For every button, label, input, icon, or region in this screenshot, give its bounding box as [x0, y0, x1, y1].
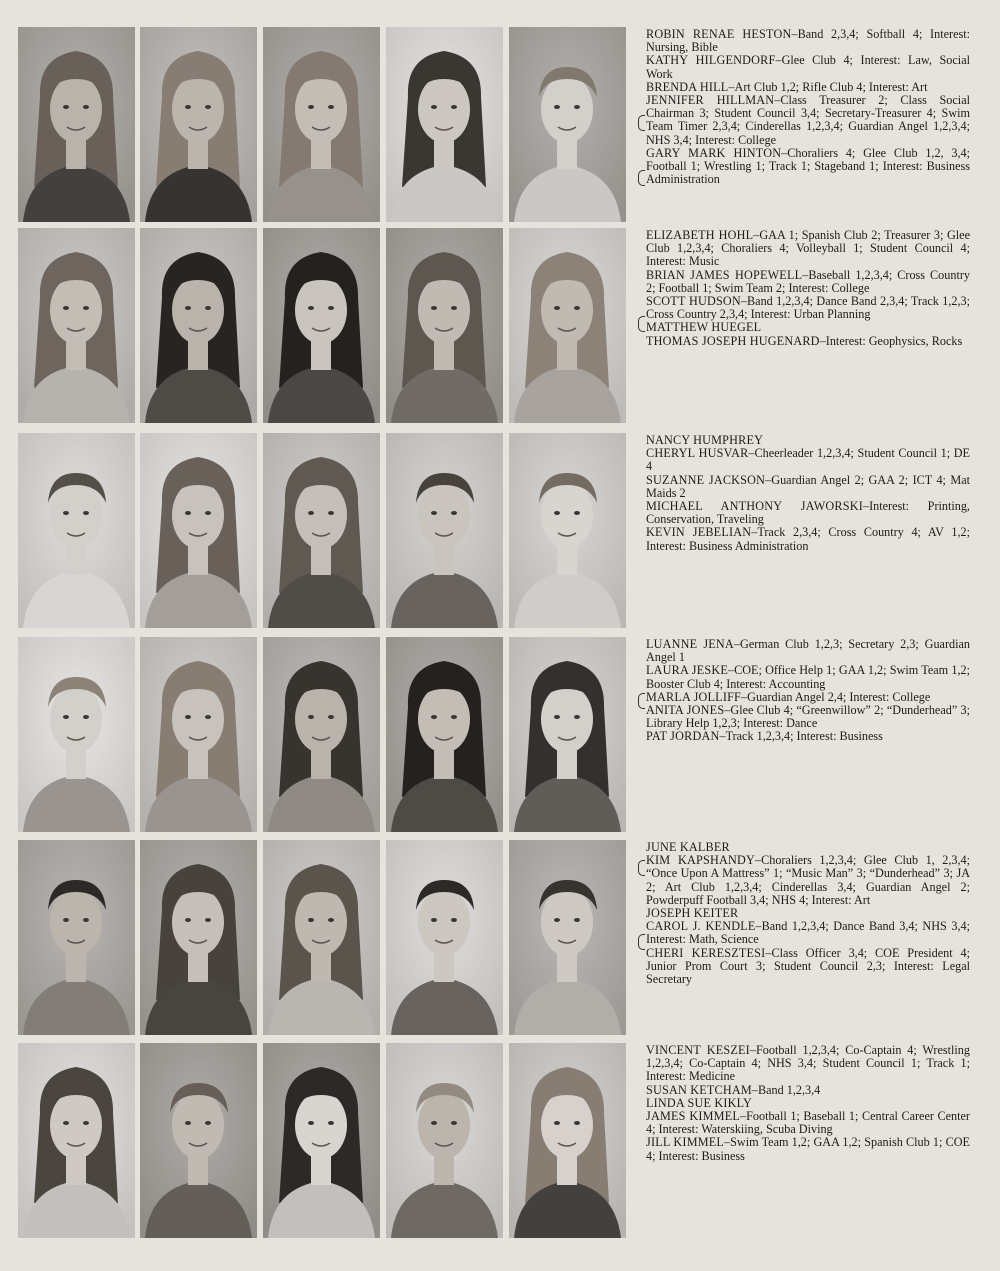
student-portrait: [386, 1043, 503, 1238]
yearbook-row: [0, 433, 1000, 633]
student-portrait: [263, 228, 380, 423]
student-entry: KATHY HILGENDORF–Glee Club 4; Interest: Law, Social Work: [646, 53, 970, 81]
portrait-strip: [18, 637, 630, 833]
student-portrait: [509, 840, 626, 1035]
student-activities: Interest: Geophysics, Rocks: [825, 333, 963, 348]
student-name: LAURA JESKE: [646, 663, 728, 678]
student-activities: Class Treasurer 2; Class Social Chairman 3; Student Council 3,4; Secretary-Treasurer 4; Swim Team Timer 2,3,4; Cinderellas 1,2,3,4; Guardian Angel 1,2,3,4; NHS 3,4; Interest: College: [646, 93, 970, 147]
student-portrait: [18, 1043, 135, 1238]
student-name: KIM KAPSHANDY: [646, 853, 755, 868]
student-name: BRIAN JAMES HOPEWELL: [646, 267, 803, 282]
student-activities: Choraliers 4; Glee Club 1,2, 3,4; Football 1; Wrestling 1; Track 1; Stageband 1; Interest: Business Administration: [646, 145, 970, 187]
student-activities: Interest: Printing, Conservation, Traveling: [646, 499, 970, 527]
student-entry: LAURA JESKE–COE; Office Help 1; GAA 1,2; Swim Team 1,2; Booster Club 4; Interest: Accounting: [646, 663, 970, 691]
student-entry: PAT JORDAN–Track 1,2,3,4; Interest: Business: [646, 729, 883, 744]
student-portrait: [140, 228, 257, 423]
student-activities: Football 1; Baseball 1; Central Career Center 4; Interest: Waterskiing, Scuba Diving: [646, 1109, 970, 1137]
student-portrait: [140, 840, 257, 1035]
student-name: MICHAEL ANTHONY JAWORSKI: [646, 499, 863, 514]
student-name: JAMES KIMMEL: [646, 1109, 741, 1124]
student-activities: Swim Team 1,2; GAA 1,2; Spanish Club 1; COE 4; Interest: Business: [646, 1135, 970, 1163]
student-name: PAT JORDAN: [646, 729, 720, 744]
student-name: JENNIFER HILLMAN: [646, 93, 775, 108]
student-entry: JENNIFER HILLMAN–Class Treasurer 2; Class Social Chairman 3; Student Council 3,4; Secretary-Treasurer 4; Swim Team Timer 2,3,4; Cinderellas 1,2,3,4; Guardian Angel 1,2,3,4; NHS 3,4; Interest: College: [646, 93, 970, 147]
student-portrait: [18, 433, 135, 628]
student-entry: KEVIN JEBELIAN–Track 2,3,4; Cross Country 4; AV 1,2; Interest: Business Administration: [646, 525, 971, 553]
student-portrait: [509, 27, 626, 222]
student-name: ANITA JONES: [646, 703, 725, 718]
pen-mark: [638, 693, 645, 709]
student-portrait: [140, 433, 257, 628]
student-name: JILL KIMMEL: [646, 1135, 725, 1150]
student-bio-block: [646, 1044, 970, 1163]
student-name: THOMAS JOSEPH HUGENARD: [646, 333, 820, 348]
student-name: SUSAN KETCHAM: [646, 1082, 752, 1097]
student-activities: Art Club 1,2; Rifle Club 4; Interest: Art: [734, 79, 928, 94]
student-name: KEVIN JEBELIAN: [646, 525, 752, 540]
student-portrait: [140, 27, 257, 222]
student-portrait: [386, 637, 503, 832]
student-entry: BRENDA HILL–Art Club 1,2; Rifle Club 4; Interest: Art: [646, 79, 928, 94]
student-portrait: [263, 637, 380, 832]
student-entry: MICHAEL ANTHONY JAWORSKI–Interest: Printing, Conservation, Traveling: [646, 499, 970, 527]
student-activities: COE; Office Help 1; GAA 1,2; Swim Team 1,2; Booster Club 4; Interest: Accounting: [646, 663, 970, 691]
student-entry: BRIAN JAMES HOPEWELL–Baseball 1,2,3,4; Cross Country 2; Football 1; Swim Team 2; Interest: College: [646, 267, 971, 295]
student-entry: SCOTT HUDSON–Band 1,2,3,4; Dance Band 2,3,4; Track 1,2,3; Cross Country 2,3,4; Interest: Urban Planning: [646, 294, 971, 322]
student-activities: Football 1,2,3,4; Co-Captain 4; Wrestling 1,2,3,4; Co-Captain 4; NHS 3,4; Student Council 1; Track 1; Interest: Medicine: [646, 1043, 970, 1084]
yearbook-row: [0, 228, 1000, 428]
student-entry: ROBIN RENAE HESTON–Band 2,3,4; Softball 4; Interest: Nursing, Bible: [646, 27, 970, 55]
portrait-strip: [18, 228, 630, 424]
student-portrait: [263, 433, 380, 628]
student-activities: Band 1,2,3,4; Dance Band 2,3,4; Track 1,2,3; Cross Country 2,3,4; Interest: Urban Planning: [646, 294, 971, 322]
student-entry: JILL KIMMEL–Swim Team 1,2; GAA 1,2; Spanish Club 1; COE 4; Interest: Business: [646, 1135, 970, 1163]
student-portrait: [18, 637, 135, 832]
student-activities: Glee Club 4; Interest: Law, Social Work: [646, 53, 970, 81]
student-entry: CHERI KERESZTESI–Class Officer 3,4; COE President 4; Junior Prom Court 3; Student Council 2,3; Interest: Legal Secretary: [646, 945, 970, 987]
yearbook-row: [0, 1043, 1000, 1243]
student-name: NANCY HUMPHREY: [646, 433, 764, 447]
student-name: LUANNE JENA: [646, 637, 734, 651]
student-bio-block: [646, 28, 970, 186]
portrait-strip: [18, 840, 630, 1036]
portrait-strip: [18, 433, 630, 629]
pen-mark: [638, 316, 645, 332]
student-portrait: [509, 228, 626, 423]
student-entry: LUANNE JENA–German Club 1,2,3; Secretary 2,3; Guardian Angel 1: [646, 637, 970, 665]
student-name: BRENDA HILL: [646, 79, 729, 94]
student-entry: VINCENT KESZEI–Football 1,2,3,4; Co-Captain 4; Wrestling 1,2,3,4; Co-Captain 4; NHS 3,4; Student Council 1; Track 1; Interest: Medicine: [646, 1043, 970, 1084]
portrait-strip: [18, 1043, 630, 1239]
student-name: MATTHEW HUEGEL: [646, 320, 762, 335]
student-activities: GAA 1; Spanish Club 2; Treasurer 3; Glee Club 1,2,3,4; Choraliers 4; Volleyball 1; Student Council 4; Interest: Music: [646, 228, 971, 269]
student-name: GARY MARK HINTON: [646, 145, 782, 160]
student-name: JOSEPH KEITER: [646, 906, 739, 921]
student-portrait: [263, 27, 380, 222]
student-portrait: [18, 228, 135, 423]
student-entry: THOMAS JOSEPH HUGENARD–Interest: Geophysics, Rocks: [646, 333, 963, 348]
student-bio-block: [646, 638, 970, 744]
student-portrait: [386, 433, 503, 628]
student-entry: GARY MARK HINTON–Choraliers 4; Glee Club 1,2, 3,4; Football 1; Wrestling 1; Track 1; Stageband 1; Interest: Business Administration: [646, 145, 970, 187]
student-portrait: [509, 1043, 626, 1238]
student-entry: MARLA JOLLIFF–Guardian Angel 2,4; Interest: College: [646, 689, 931, 704]
yearbook-row: [0, 27, 1000, 227]
student-name: SUZANNE JACKSON: [646, 472, 766, 487]
student-activities: Cheerleader 1,2,3,4; Student Council 1; DE 4: [646, 446, 971, 474]
student-entry: ANITA JONES–Glee Club 4; “Greenwillow” 2; “Dunderhead” 3; Library Help 1,2,3; Interest: Dance: [646, 703, 970, 731]
student-activities: Guardian Angel 2; GAA 2; ICT 4; Mat Maids 2: [646, 472, 970, 500]
student-activities: Band 2,3,4; Softball 4; Interest: Nursing, Bible: [646, 27, 970, 55]
student-name: KATHY HILGENDORF: [646, 53, 776, 68]
portrait-strip: [18, 27, 630, 223]
student-entry: SUSAN KETCHAM–Band 1,2,3,4: [646, 1082, 821, 1097]
yearbook-row: [0, 637, 1000, 837]
student-name: CHERYL HUSVAR: [646, 446, 749, 461]
student-portrait: [386, 27, 503, 222]
student-name: CAROL J. KENDLE: [646, 919, 756, 934]
student-name: JUNE KALBER: [646, 840, 730, 854]
student-name: VINCENT KESZEI: [646, 1043, 750, 1057]
student-activities: Guardian Angel 2,4; Interest: College: [747, 689, 931, 704]
student-portrait: [140, 1043, 257, 1238]
pen-mark: [638, 170, 645, 186]
student-portrait: [386, 228, 503, 423]
student-name: SCOTT HUDSON: [646, 294, 741, 309]
student-activities: Band 1,2,3,4; Dance Band 3,4; NHS 3,4; Interest: Math, Science: [646, 919, 970, 947]
student-activities: Glee Club 4; “Greenwillow” 2; “Dunderhead” 3; Library Help 1,2,3; Interest: Dance: [646, 703, 970, 731]
student-portrait: [509, 433, 626, 628]
student-bio-block: [646, 229, 970, 348]
student-activities: Class Officer 3,4; COE President 4; Junior Prom Court 3; Student Council 2,3; Interest: Legal Secretary: [646, 945, 970, 987]
student-name: ELIZABETH HOHL: [646, 228, 754, 242]
pen-mark: [638, 115, 645, 131]
student-portrait: [263, 840, 380, 1035]
yearbook-row: [0, 840, 1000, 1040]
student-name: MARLA JOLLIFF: [646, 689, 742, 704]
student-entry: JAMES KIMMEL–Football 1; Baseball 1; Central Career Center 4; Interest: Waterskiing, Scuba Diving: [646, 1109, 970, 1137]
student-entry: ELIZABETH HOHL–GAA 1; Spanish Club 2; Treasurer 3; Glee Club 1,2,3,4; Choraliers 4; Volleyball 1; Student Council 4; Interest: Music: [646, 228, 971, 269]
student-activities: Track 1,2,3,4; Interest: Business: [725, 729, 883, 744]
student-activities: Baseball 1,2,3,4; Cross Country 2; Football 1; Swim Team 2; Interest: College: [646, 267, 971, 295]
student-bio-block: [646, 434, 970, 553]
student-bio-block: [646, 841, 970, 986]
pen-mark: [638, 934, 645, 950]
student-portrait: [509, 637, 626, 832]
student-portrait: [140, 637, 257, 832]
student-entry: KIM KAPSHANDY–Choraliers 1,2,3,4; Glee Club 1, 2,3,4; “Once Upon A Mattress” 1; “Music Man” 3; “Dunderhead” 3; JA 2; Art Club 1,2,3,4; Cinderellas 3,4; Guardian Angel 2; Powderpuff Football 3,4; NHS 4; Interest: Art: [646, 853, 971, 907]
student-activities: Band 1,2,3,4: [757, 1082, 821, 1097]
student-activities: Track 2,3,4; Cross Country 4; AV 1,2; Interest: Business Administration: [646, 525, 971, 553]
student-portrait: [386, 840, 503, 1035]
student-activities: German Club 1,2,3; Secretary 2,3; Guardian Angel 1: [646, 637, 970, 665]
student-portrait: [18, 27, 135, 222]
student-name: LINDA SUE KIKLY: [646, 1095, 753, 1110]
student-portrait: [263, 1043, 380, 1238]
student-entry: SUZANNE JACKSON–Guardian Angel 2; GAA 2; ICT 4; Mat Maids 2: [646, 472, 970, 500]
student-name: ROBIN RENAE HESTON: [646, 27, 792, 41]
student-entry: CAROL J. KENDLE–Band 1,2,3,4; Dance Band 3,4; NHS 3,4; Interest: Math, Science: [646, 919, 970, 947]
pen-mark: [638, 860, 645, 876]
student-name: CHERI KERESZTESI: [646, 945, 766, 960]
student-entry: CHERYL HUSVAR–Cheerleader 1,2,3,4; Student Council 1; DE 4: [646, 446, 971, 474]
student-portrait: [18, 840, 135, 1035]
student-activities: Choraliers 1,2,3,4; Glee Club 1, 2,3,4; “Once Upon A Mattress” 1; “Music Man” 3; “Dunderhead” 3; JA 2; Art Club 1,2,3,4; Cinderellas 3,4; Guardian Angel 2; Powderpuff Football 3,4; NHS 4; Interest: Art: [646, 853, 971, 907]
